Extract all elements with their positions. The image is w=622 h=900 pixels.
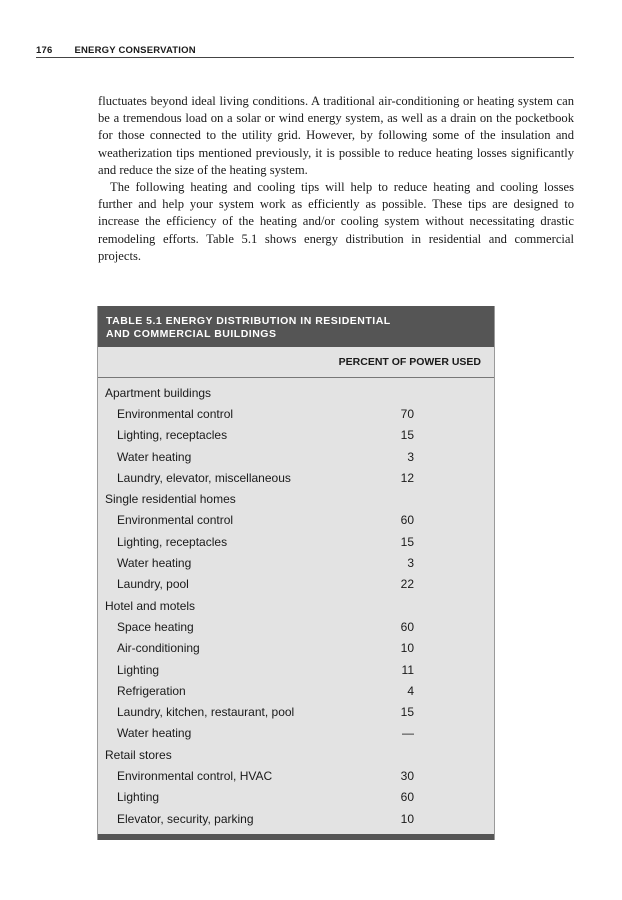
row-value: 15: [400, 534, 414, 549]
table-row: [98, 467, 494, 488]
table-bottom-rule: [98, 834, 494, 840]
row-value: 60: [400, 619, 414, 634]
table-row: [98, 808, 494, 829]
row-value: 22: [400, 577, 414, 592]
row-value: 10: [400, 811, 414, 826]
row-label: Laundry, pool: [117, 577, 189, 592]
row-label: Retail stores: [105, 747, 172, 762]
row-label: Air-conditioning: [117, 641, 200, 656]
row-label: Water heating: [117, 556, 192, 571]
body-text: [98, 93, 574, 265]
row-value: 70: [400, 406, 414, 421]
row-label: Environmental control, HVAC: [117, 768, 273, 783]
table-title: [98, 306, 494, 347]
row-value: 15: [400, 428, 414, 443]
table-group-row: [98, 382, 494, 403]
row-label: Environmental control: [117, 513, 234, 528]
row-value: —: [402, 726, 414, 741]
page-number: 176: [36, 45, 53, 56]
row-label: Water heating: [117, 449, 192, 464]
row-value: 10: [400, 641, 414, 656]
table-row: [98, 701, 494, 722]
table-row: [98, 723, 494, 744]
row-label: Single residential homes: [105, 492, 236, 507]
row-label: Lighting, receptacles: [117, 534, 228, 549]
table-column-header: [98, 347, 494, 378]
column-header-percent: PERCENT OF POWER USED: [338, 356, 481, 368]
table-group-row: [98, 595, 494, 616]
row-label: Lighting: [117, 662, 160, 677]
table-group-row: [98, 744, 494, 765]
row-label: Elevator, security, parking: [117, 811, 254, 826]
row-value: 4: [407, 683, 414, 698]
table-group-row: [98, 488, 494, 509]
table-row: [98, 510, 494, 531]
row-label: Lighting, receptacles: [117, 428, 228, 443]
row-label: Laundry, elevator, miscellaneous: [117, 470, 291, 485]
table-row: [98, 425, 494, 446]
row-label: Environmental control: [117, 406, 234, 421]
table-row: [98, 446, 494, 467]
row-value: 60: [400, 790, 414, 805]
paragraph: fluctuates beyond ideal living conditions. A traditional air-conditioning or heating system can be a tremendous load on a solar or wind energy system, as well as a drain on the pocketbook for those connected to the utility grid. However, by following some of the insulation and weatherization tips mentioned previously, it is possible to reduce heating losses significantly and reduce the size of the heating system.: [98, 94, 574, 177]
paragraph: The following heating and cooling tips will help to reduce heating and cooling losses further and help your system work as efficiently as possible. These tips are designed to increase the efficiency of the heating and/or cooling system without necessitating drastic remodeling efforts. Table 5.1 shows energy distribution in residential and commercial projects.: [98, 180, 574, 263]
running-title: ENERGY CONSERVATION: [74, 45, 196, 56]
table-body: [98, 378, 494, 834]
row-label: Apartment buildings: [105, 385, 212, 400]
table-title-line: TABLE 5.1 ENERGY DISTRIBUTION IN RESIDENTIAL: [106, 315, 391, 327]
row-value: 12: [400, 470, 414, 485]
table-row: [98, 787, 494, 808]
table-title-line: AND COMMERCIAL BUILDINGS: [106, 328, 277, 340]
row-value: 30: [400, 768, 414, 783]
row-label: Laundry, kitchen, restaurant, pool: [117, 705, 295, 720]
table-row: [98, 552, 494, 573]
table-row: [98, 574, 494, 595]
row-label: Water heating: [117, 726, 192, 741]
table-row: [98, 680, 494, 701]
energy-distribution-table: [97, 306, 495, 840]
table-row: [98, 531, 494, 552]
row-value: 60: [400, 513, 414, 528]
row-value: 15: [400, 705, 414, 720]
row-value: 11: [401, 662, 414, 677]
row-value: 3: [407, 449, 414, 464]
row-value: 3: [407, 556, 414, 571]
table-row: [98, 659, 494, 680]
table-row: [98, 616, 494, 637]
running-header: [36, 45, 574, 56]
table-row: [98, 765, 494, 786]
row-label: Lighting: [117, 790, 160, 805]
row-label: Hotel and motels: [105, 598, 196, 613]
header-rule: [36, 57, 574, 58]
row-label: Space heating: [117, 619, 194, 634]
row-label: Refrigeration: [117, 683, 186, 698]
table-row: [98, 638, 494, 659]
table-row: [98, 403, 494, 424]
